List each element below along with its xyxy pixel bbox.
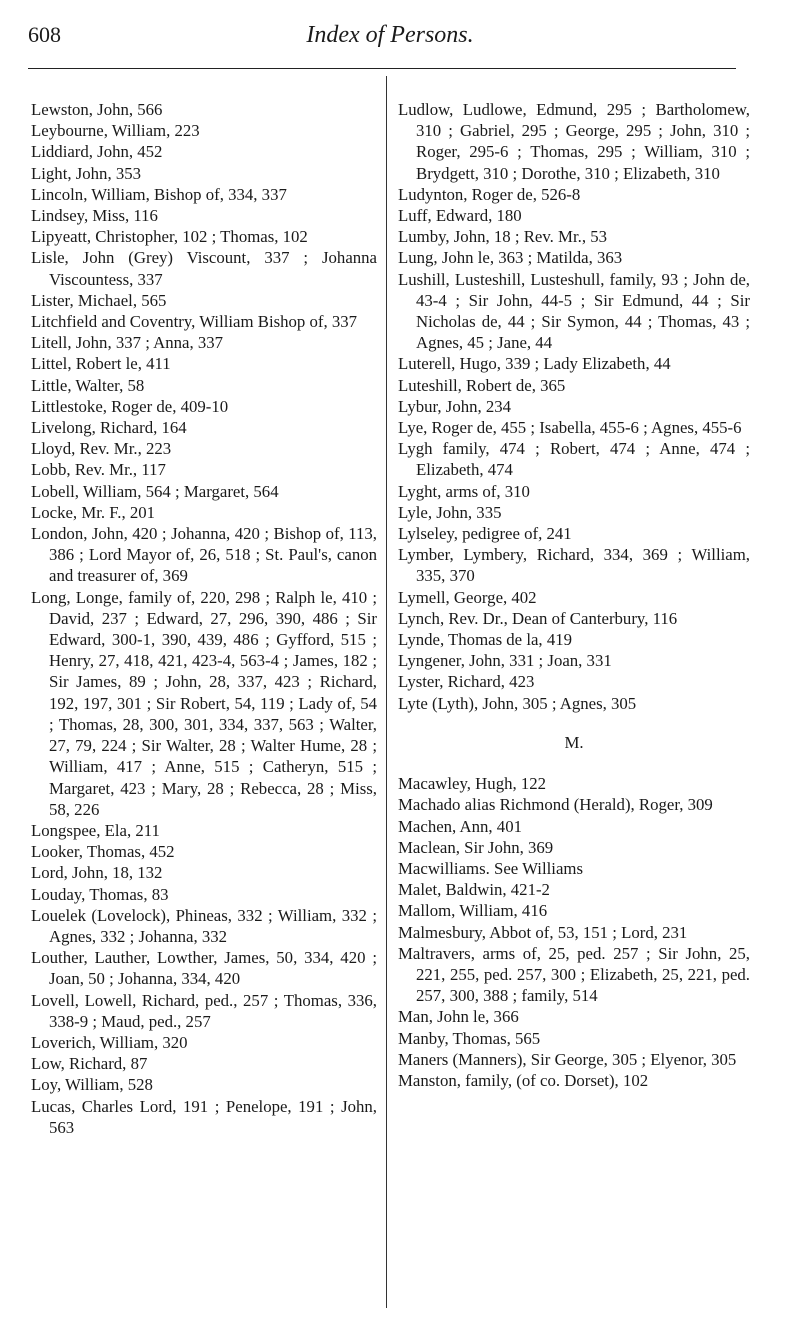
index-entry: Lobell, William, 564 ; Margaret, 564 xyxy=(31,481,279,501)
right-column xyxy=(398,99,750,1091)
index-entry: Lynch, Rev. Dr., Dean of Canterbury, 116 xyxy=(398,608,678,628)
page-title: Index of Persons. xyxy=(306,22,474,48)
index-entry: Macawley, Hugh, 122 xyxy=(398,774,547,794)
index-entry: Maners (Manners), Sir George, 305 ; Elyenor, 305 xyxy=(398,1049,737,1069)
index-entry: Little, Walter, 58 xyxy=(31,375,145,395)
index-entry: Littlestoke, Roger de, 409-10 xyxy=(31,396,229,416)
index-entry: Louday, Thomas, 83 xyxy=(31,884,169,904)
index-entry: Lyngener, John, 331 ; Joan, 331 xyxy=(398,651,612,671)
index-entry: Loverich, William, 320 xyxy=(31,1032,188,1052)
index-entry: Littel, Robert le, 411 xyxy=(31,354,171,374)
index-entry: Lloyd, Rev. Mr., 223 xyxy=(31,439,172,459)
index-entry: Manby, Thomas, 565 xyxy=(398,1028,541,1048)
index-entry: Litell, John, 337 ; Anna, 337 xyxy=(31,333,224,353)
index-entry: Lindsey, Miss, 116 xyxy=(31,206,158,226)
index-entry: Longspee, Ela, 211 xyxy=(31,820,160,840)
index-entry: Lovell, Lowell, Richard, ped., 257 ; Thomas, 336, 338-9 ; Maud, ped., 257 xyxy=(31,990,377,1031)
index-entry: Mallom, William, 416 xyxy=(398,901,548,921)
index-entry: Lisle, John (Grey) Viscount, 337 ; Johanna Viscountess, 337 xyxy=(31,248,377,289)
header-rule xyxy=(28,68,736,69)
index-entry: Long, Longe, family of, 220, 298 ; Ralph le, 410 ; David, 237 ; Edward, 27, 296, 390, 486 ; Sir Edward, 300-1, 390, 439, 486 ; Gyfford, 515 ; Henry, 27, 418, 421, 423-4, 563-4 ; James, 182 ; Sir James, 89 ; John, 28, 337, 423 ; Richard, 192, 197, 301 ; Sir Robert, 54, 119 ; Lady of, 54 ; Thomas, 28, 300, 301, 334, 337, 563 ; Walter, 27, 79, 224 ; Sir Walter, 28 ; Walter Hume, 28 ; William, 417 ; Anne, 515 ; Catheryn, 515 ; Margaret, 423 ; Mary, 28 ; Rebecca, 28 ; Miss, 58, 226 xyxy=(31,587,377,819)
index-entry: Maltravers, arms of, 25, ped. 257 ; Sir John, 25, 221, 255, ped. 257, 300 ; Elizabeth, 25, 221, ped. 257, 300, 388 ; family, 514 xyxy=(398,943,750,1006)
index-entry: Lynde, Thomas de la, 419 xyxy=(398,630,572,650)
index-entry: Locke, Mr. F., 201 xyxy=(31,502,156,522)
left-column xyxy=(31,99,377,1138)
index-entry: Louelek (Lovelock), Phineas, 332 ; William, 332 ; Agnes, 332 ; Johanna, 332 xyxy=(31,905,377,946)
index-entry: Lyle, John, 335 xyxy=(398,502,502,522)
page-header xyxy=(28,18,752,52)
index-entry: Lyte (Lyth), John, 305 ; Agnes, 305 xyxy=(398,693,637,713)
index-entry: Liddiard, John, 452 xyxy=(31,142,163,162)
index-entry: Luterell, Hugo, 339 ; Lady Elizabeth, 44 xyxy=(398,354,671,374)
index-entry: Lylseley, pedigree of, 241 xyxy=(398,524,572,544)
index-entry: Lung, John le, 363 ; Matilda, 363 xyxy=(398,248,623,268)
index-entry: Lincoln, William, Bishop of, 334, 337 xyxy=(31,184,287,204)
right-column-entries-m xyxy=(398,773,750,1091)
index-entry: Lymber, Lymbery, Richard, 334, 369 ; William, 335, 370 xyxy=(398,545,750,586)
index-entry: Leybourne, William, 223 xyxy=(31,121,200,141)
page-number: 608 xyxy=(28,22,61,47)
index-entry: Lyght, arms of, 310 xyxy=(398,481,530,501)
index-entry: Lygh family, 474 ; Robert, 474 ; Anne, 474 ; Elizabeth, 474 xyxy=(398,439,750,480)
index-entry: Lord, John, 18, 132 xyxy=(31,863,163,883)
index-entry: Lyster, Richard, 423 xyxy=(398,672,535,692)
index-entry: Lybur, John, 234 xyxy=(398,396,512,416)
index-entry: Livelong, Richard, 164 xyxy=(31,418,187,438)
index-entry: Low, Richard, 87 xyxy=(31,1054,148,1074)
index-entry: Malmesbury, Abbot of, 53, 151 ; Lord, 231 xyxy=(398,922,688,942)
index-entry: Lushill, Lusteshill, Lusteshull, family, 93 ; John de, 43-4 ; Sir John, 44-5 ; Sir Edmund, 44 ; Sir Nicholas de, 44 ; Sir Symon, 44 ; Thomas, 43 ; Agnes, 45 ; Jane, 44 xyxy=(398,269,750,353)
index-entry: Man, John le, 366 xyxy=(398,1007,519,1027)
index-entry: Lymell, George, 402 xyxy=(398,587,537,607)
index-entry: Lewston, John, 566 xyxy=(31,100,163,119)
index-entry: Lister, Michael, 565 xyxy=(31,290,167,310)
index-entry: Malet, Baldwin, 421-2 xyxy=(398,880,550,900)
index-entry: Louther, Lauther, Lowther, James, 50, 334, 420 ; Joan, 50 ; Johanna, 334, 420 xyxy=(31,948,377,989)
index-entry: Luteshill, Robert de, 365 xyxy=(398,375,566,395)
index-entry: Machado alias Richmond (Herald), Roger, 309 xyxy=(398,795,713,815)
index-entry: Looker, Thomas, 452 xyxy=(31,842,175,862)
index-entry: Ludynton, Roger de, 526-8 xyxy=(398,184,581,204)
index-entry: Lobb, Rev. Mr., 117 xyxy=(31,460,166,480)
index-entry: Lumby, John, 18 ; Rev. Mr., 53 xyxy=(398,227,607,247)
index-entry: Loy, William, 528 xyxy=(31,1075,153,1095)
column-divider xyxy=(386,76,387,1308)
index-entry: Ludlow, Ludlowe, Edmund, 295 ; Bartholomew, 310 ; Gabriel, 295 ; George, 295 ; John, 310 ; Roger, 295-6 ; Thomas, 295 ; William, 310 ; Brydgett, 310 ; Dorothe, 310 ; Elizabeth, 310 xyxy=(398,100,750,183)
index-entry: Maclean, Sir John, 369 xyxy=(398,837,554,857)
section-heading: M. xyxy=(564,732,584,752)
index-entry: Machen, Ann, 401 xyxy=(398,816,522,836)
index-entry: Lye, Roger de, 455 ; Isabella, 455-6 ; Agnes, 455-6 xyxy=(398,418,742,438)
index-entry: London, John, 420 ; Johanna, 420 ; Bishop of, 113, 386 ; Lord Mayor of, 26, 518 ; St. Paul's, canon and treasurer of, 369 xyxy=(31,524,377,586)
index-entry: Macwilliams. See Williams xyxy=(398,858,583,878)
right-column-entries-l xyxy=(398,99,750,714)
index-entry: Lipyeatt, Christopher, 102 ; Thomas, 102 xyxy=(31,227,308,247)
index-entry: Lucas, Charles Lord, 191 ; Penelope, 191 ; John, 563 xyxy=(31,1096,377,1137)
index-entry: Manston, family, (of co. Dorset), 102 xyxy=(398,1070,649,1090)
index-entry: Luff, Edward, 180 xyxy=(398,206,522,226)
index-entry: Litchfield and Coventry, William Bishop of, 337 xyxy=(31,312,358,332)
index-entry: Light, John, 353 xyxy=(31,163,142,183)
